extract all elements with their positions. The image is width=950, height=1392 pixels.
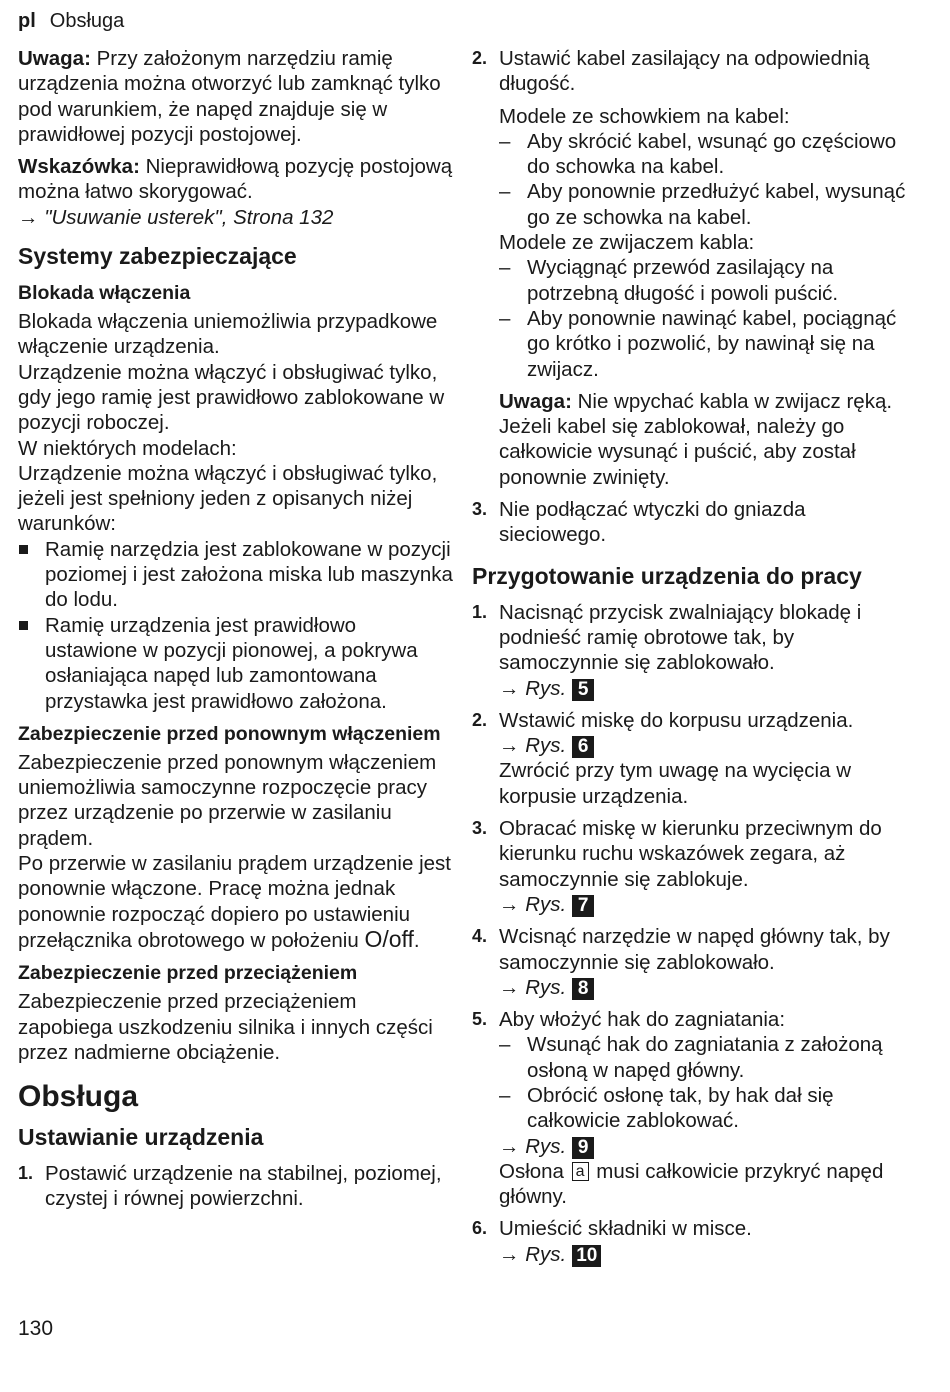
- hint-label: Wskazówka:: [18, 155, 140, 179]
- figure-prefix: → Rys.: [499, 734, 567, 758]
- step-text: Nacisnąć przycisk zwalniający blokadę i podnieść ramię obrotowe tak, by samoczynnie się zablokowało.: [499, 600, 862, 675]
- figure-prefix: → Rys.: [499, 1134, 567, 1158]
- dash-item: – Wyciągnąć przewód zasilający na potrzebną długość i powoli puścić.: [499, 256, 839, 305]
- dash-item-text: Wyciągnąć przewód zasilający na potrzebną długość i powoli puścić.: [527, 256, 839, 305]
- dash-item-text: Obrócić osłonę tak, by hak dał się całkowicie zablokować.: [527, 1083, 834, 1133]
- left-column: [18, 46, 454, 1212]
- step-text: Postawić urządzenie na stabilnej, poziomej, czystej i równej powierzchni.: [45, 1162, 442, 1211]
- step-text: Wstawić miskę do korpusu urządzenia.: [499, 708, 854, 732]
- cable-storage-label: Modele ze schowkiem na kabel:: [499, 104, 790, 128]
- step-text: Ustawić kabel zasilający na odpowiednią długość.: [499, 47, 870, 96]
- step-text: Wcisnąć narzędzie w napęd główny tak, by samoczynnie się zablokowało.: [499, 925, 890, 974]
- language-code: pl: [18, 10, 36, 32]
- bullet-item: Ramię narzędzia jest zablokowane w pozycji poziomej i jest założona miska lub maszynka do lodu.: [18, 537, 454, 613]
- setup-heading: Ustawianie urządzenia: [18, 1124, 264, 1151]
- note-label: Uwaga:: [499, 389, 572, 413]
- right-column: [472, 46, 912, 1267]
- overload-protection-text: Zabezpieczenie przed przeciążeniem zapobiega uszkodzeniu silnika i innych części przez nadmierne obciążenie.: [18, 990, 433, 1064]
- header-section: Obsługa: [49, 10, 125, 32]
- dash-item-text: Wsunąć hak do zagniatania z założoną osłoną w napęd główny.: [527, 1033, 883, 1082]
- figure-reference[interactable]: [472, 975, 912, 1000]
- dash-item: – Aby ponownie przedłużyć kabel, wysunąć go ze schowka na kabel.: [499, 180, 906, 229]
- dash-item-text: Aby ponownie przedłużyć kabel, wysunąć go ze schowka na kabel.: [527, 180, 906, 229]
- bullet-item: Ramię urządzenia jest prawidłowo ustawione w pozycji pionowej, a pokrywa osłaniająca napęd lub zamontowana przystawka jest prawidłowo założona.: [18, 613, 454, 714]
- figure-number-badge: 5: [572, 679, 594, 701]
- cable-reel-label: Modele ze zwijaczem kabla:: [499, 231, 755, 255]
- numbered-step: [472, 600, 912, 676]
- note-text: Przy założonym narzędziu ramię urządzenia można otworzyć lub zamknąć tylko pod warunkiem, że napęd znajduje się w prawidłowej pozycji postojowej.: [18, 47, 441, 146]
- overload-protection-heading: Zabezpieczenie przed przeciążeniem: [18, 962, 358, 985]
- dash-item: – Wsunąć hak do zagniatania z założoną osłoną w napęd główny.: [499, 1033, 883, 1082]
- figure-number-badge: 6: [572, 736, 594, 758]
- switch-lock-heading: Blokada włączenia: [18, 282, 191, 305]
- switch-lock-text-3: W niektórych modelach:: [18, 436, 237, 460]
- numbered-step: [472, 46, 912, 97]
- figure-prefix: → Rys.: [499, 892, 567, 916]
- dash-item-text: Aby ponownie nawinąć kabel, pociągnąć go krótko i pozwolić, by nawinął się na zwijacz.: [527, 306, 897, 381]
- figure-prefix: → Rys.: [499, 1242, 567, 1266]
- note-paragraph: [18, 46, 454, 147]
- numbered-step: [472, 1007, 912, 1032]
- figure-reference[interactable]: [472, 1242, 912, 1267]
- figure-prefix: → Rys.: [499, 975, 567, 999]
- part-letter-box: a: [572, 1162, 589, 1181]
- step-number: 3.: [472, 499, 488, 520]
- preparation-heading: Przygotowanie urządzenia do pracy: [472, 562, 862, 589]
- numbered-step: [472, 816, 912, 892]
- operation-heading: Obsługa: [18, 1080, 139, 1114]
- dash-item: – Aby skrócić kabel, wsunąć go częściowo do schowka na kabel.: [499, 129, 897, 179]
- figure-reference[interactable]: [472, 892, 912, 917]
- page-header: [18, 8, 124, 34]
- cable-note: [472, 389, 912, 490]
- dash-item: – Aby ponownie nawinąć kabel, pociągnąć go krótko i pozwolić, by nawinął się na zwijacz.: [499, 306, 897, 381]
- step-number: 4.: [472, 926, 488, 947]
- numbered-step: [472, 708, 912, 733]
- figure-number-badge: 8: [572, 978, 594, 1000]
- switch-lock-text-4: Urządzenie można włączyć i obsługiwać tylko, jeżeli jest spełniony jeden z opisanych niżej warunków:: [18, 461, 438, 536]
- step-text: Aby włożyć hak do zagniatania:: [499, 1008, 786, 1032]
- step-number: 1.: [18, 1163, 34, 1184]
- switch-lock-text-2: Urządzenie można włączyć i obsługiwać tylko, gdy jego ramię jest prawidłowo zablokowane w pozycji roboczej.: [18, 360, 445, 435]
- step-extra-text: [472, 1159, 912, 1210]
- step-number: 6.: [472, 1218, 488, 1239]
- figure-reference[interactable]: [472, 676, 912, 701]
- numbered-step: [472, 924, 912, 975]
- page-number: 130: [18, 1317, 54, 1340]
- dash-item-text: Aby skrócić kabel, wsunąć go częściowo do schowka na kabel.: [527, 129, 897, 179]
- numbered-step: [18, 1161, 454, 1212]
- note-text: Nie wpychać kabla w zwijacz ręką. Jeżeli kabel się zablokował, należy go całkowicie wysunąć i puścić, aby został ponownie zwinięty.: [499, 389, 893, 489]
- hint-reference-link[interactable]: → "Usuwanie usterek", Strona 132: [18, 205, 334, 229]
- step-number: 1.: [472, 601, 488, 622]
- hint-text: Nieprawidłową pozycję postojową można łatwo skorygować.: [18, 155, 453, 204]
- step-number: 2.: [472, 709, 488, 730]
- note-label: Uwaga:: [18, 47, 91, 70]
- restart-protection-text-1: Zabezpieczenie przed ponownym włączeniem uniemożliwia samoczynne rozpoczęcie pracy przez urządzenie po przerwie w zasilaniu prądem.: [18, 750, 437, 850]
- figure-number-badge: 10: [572, 1245, 601, 1267]
- hint-paragraph: [18, 154, 454, 205]
- restart-protection-text-2: [18, 851, 454, 953]
- step-text: Nie podłączać wtyczki do gniazda sieciowego.: [499, 498, 806, 547]
- restart-text-end: .: [413, 928, 420, 952]
- cover-text-start: Osłona: [499, 1159, 570, 1183]
- figure-number-badge: 9: [572, 1137, 594, 1159]
- figure-number-badge: 7: [572, 895, 594, 917]
- restart-protection-heading: Zabezpieczenie przed ponownym włączeniem: [18, 722, 441, 745]
- step-number: 5.: [472, 1009, 488, 1030]
- step-number: 2.: [472, 48, 488, 68]
- figure-prefix: → Rys.: [499, 676, 567, 700]
- step-text: Umieścić składniki w misce.: [499, 1217, 752, 1241]
- step-text: Obracać miskę w kierunku przeciwnym do kierunku ruchu wskazówek zegara, aż samoczynnie się zablokuje.: [499, 817, 882, 891]
- dash-item: – Obrócić osłonę tak, by hak dał się całkowicie zablokować.: [499, 1083, 834, 1133]
- switch-position-label: O/off: [364, 925, 414, 952]
- figure-reference[interactable]: [472, 1134, 912, 1159]
- numbered-step: [472, 1216, 912, 1241]
- step-number: 3.: [472, 818, 488, 839]
- switch-lock-text-1: Blokada włączenia uniemożliwia przypadkowe włączenie urządzenia.: [18, 310, 438, 359]
- figure-reference[interactable]: [472, 733, 912, 758]
- safety-systems-heading: Systemy zabezpieczające: [18, 243, 297, 270]
- restart-text: Po przerwie w zasilaniu prądem urządzenie jest ponownie włączone. Pracę można jednak ponownie rozpocząć dopiero po ustawieniu przełącznika obrotowego w położeniu: [18, 852, 451, 952]
- numbered-step: [472, 497, 912, 548]
- cover-text-end: musi całkowicie przykryć napęd główny.: [499, 1159, 884, 1209]
- step-extra-text: Zwrócić przy tym uwagę na wycięcia w korpusie urządzenia.: [499, 759, 852, 808]
